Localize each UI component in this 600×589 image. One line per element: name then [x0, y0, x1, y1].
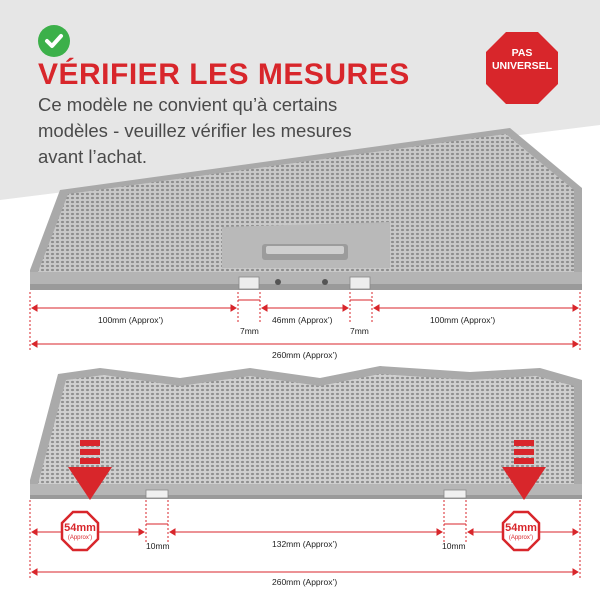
left-depth-note: (Approx’): [67, 535, 93, 541]
bottom-left-clip: [146, 490, 168, 498]
badge-line-2: UNIVERSEL: [491, 60, 553, 72]
bottom-total-dimension: 260mm (Approx’): [272, 577, 338, 587]
top-left-gap-dimension: 7mm: [240, 326, 259, 336]
top-total-dimension: 260mm (Approx’): [272, 350, 338, 360]
bottom-right-clip: [444, 490, 466, 498]
right-depth-label: [499, 522, 543, 542]
bottom-middle-dimension: 132mm (Approx’): [272, 539, 338, 549]
left-depth-value: 54mm: [64, 522, 96, 534]
page-subtitle: Ce modèle ne convient qu’à certains modèles - veuillez vérifier les mesures avant l’achat.: [38, 94, 352, 167]
badge-line-1: PAS: [511, 47, 533, 59]
bottom-right-gap-dimension: 10mm: [442, 541, 466, 551]
top-right-gap-dimension: 7mm: [350, 326, 369, 336]
right-depth-value: 54mm: [505, 522, 537, 534]
top-left-dimension: 100mm (Approx’): [98, 315, 164, 325]
left-depth-label: [58, 522, 102, 542]
bottom-filter-mesh: [38, 374, 574, 484]
top-right-dimension: 100mm (Approx’): [430, 315, 496, 325]
page-title: VÉRIFIER LES MESURES: [38, 58, 410, 91]
right-depth-note: (Approx’): [508, 535, 534, 541]
bottom-left-gap-dimension: 10mm: [146, 541, 170, 551]
top-middle-dimension: 46mm (Approx’): [272, 315, 333, 325]
